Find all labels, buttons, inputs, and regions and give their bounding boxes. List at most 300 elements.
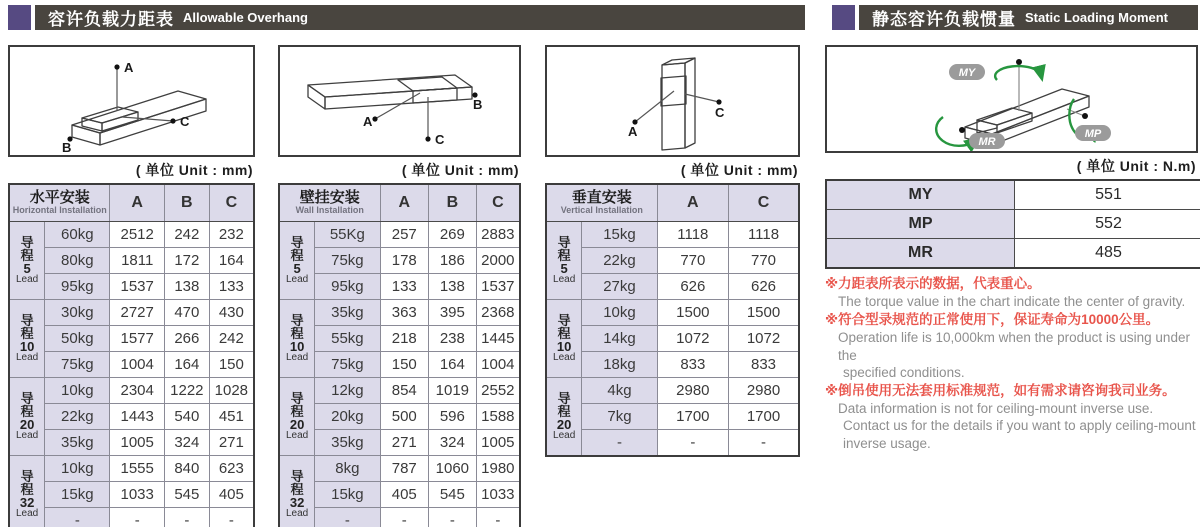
moment-table: [825, 179, 1200, 269]
value-cell: 218: [380, 326, 428, 352]
value-cell: 1811: [110, 248, 165, 274]
value-cell: 2304: [110, 378, 165, 404]
lead-group-cell: [9, 222, 45, 300]
lead-number: 5: [560, 261, 568, 276]
lead-number: 20: [556, 417, 572, 432]
load-cell: 15kg: [582, 222, 657, 248]
table-row: [546, 248, 799, 274]
wall-installation-table: [278, 183, 521, 527]
unit-label: ( 单位 Unit : N.m): [1076, 158, 1196, 174]
value-cell: 238: [429, 326, 477, 352]
header-title-en: Allowable Overhang: [183, 10, 308, 25]
table-row: [279, 352, 520, 378]
column-header-c: C: [209, 184, 254, 222]
point-a-label: A: [124, 60, 134, 75]
table-row: [279, 274, 520, 300]
moment-label-cell: MP: [826, 210, 1015, 239]
table-row: [9, 482, 254, 508]
lead-number: 10: [19, 339, 35, 354]
installation-table: [8, 183, 255, 527]
note-line-zh: ※力距表所表示的数据，代表重心。: [825, 276, 1041, 291]
lead-zh-char: 导: [557, 313, 571, 328]
moment-value-cell: 552: [1015, 210, 1200, 239]
moment-axes-diagram: [825, 45, 1198, 153]
value-cell: 833: [729, 352, 799, 378]
note-line-en: Contact us for the details if you want to apply ceiling-mount: [843, 418, 1196, 434]
value-cell: 2727: [110, 300, 165, 326]
value-cell: 833: [657, 352, 728, 378]
value-cell: 138: [429, 274, 477, 300]
value-cell: 150: [209, 352, 254, 378]
table-title-cell: [279, 184, 380, 222]
moment-label-cell: MR: [826, 239, 1015, 269]
value-cell: 405: [209, 482, 254, 508]
value-cell: 150: [380, 352, 428, 378]
column-header-c: C: [476, 184, 520, 222]
load-cell: 60kg: [45, 222, 110, 248]
value-cell: 2980: [729, 378, 799, 404]
value-cell: -: [209, 508, 254, 527]
value-cell: 395: [429, 300, 477, 326]
value-cell: 257: [380, 222, 428, 248]
load-cell: 95kg: [315, 274, 380, 300]
load-cell: 10kg: [45, 378, 110, 404]
value-cell: 1033: [110, 482, 165, 508]
lead-group-cell: [9, 300, 45, 378]
load-cell: 55kg: [315, 326, 380, 352]
table-row: [279, 430, 520, 456]
table-row: [9, 352, 254, 378]
value-cell: 138: [164, 274, 209, 300]
section-header-static-loading-moment: [832, 5, 1198, 30]
value-cell: 1537: [476, 274, 520, 300]
table-row: [9, 222, 254, 248]
lead-group-cell: [279, 378, 315, 456]
point-a-label: A: [628, 124, 638, 139]
lead-zh-char: 导: [557, 391, 571, 406]
table-row: [546, 300, 799, 326]
point-c-dot: [170, 118, 175, 123]
point-a-label: A: [363, 114, 373, 129]
table-row: [546, 378, 799, 404]
load-cell: 4kg: [582, 378, 657, 404]
load-cell: 10kg: [45, 456, 110, 482]
value-cell: 405: [380, 482, 428, 508]
load-cell: 14kg: [582, 326, 657, 352]
value-cell: 451: [209, 404, 254, 430]
lead-number: 32: [289, 495, 305, 510]
lead-zh-char: 程: [20, 326, 34, 341]
value-cell: 1118: [729, 222, 799, 248]
table-title-cell: [9, 184, 110, 222]
value-cell: 1004: [476, 352, 520, 378]
table-title-en: Wall Installation: [295, 205, 364, 216]
actuator-isometric-drawing: [10, 47, 253, 155]
value-cell: 1700: [657, 404, 728, 430]
note-line-en: inverse usage.: [843, 435, 931, 451]
lead-number: 32: [19, 495, 35, 510]
table-row: [279, 456, 520, 482]
mr-label: MR: [978, 136, 996, 148]
table-row: [9, 326, 254, 352]
lead-zh-char: 程: [557, 326, 571, 341]
value-cell: 1019: [429, 378, 477, 404]
value-cell: 626: [657, 274, 728, 300]
value-cell: 271: [209, 430, 254, 456]
value-cell: 500: [380, 404, 428, 430]
value-cell: 232: [209, 222, 254, 248]
table-title-en: Horizontal Installation: [12, 205, 107, 216]
value-cell: 770: [729, 248, 799, 274]
lead-en-label: Lead: [553, 274, 576, 285]
moment-value-cell: 551: [1015, 180, 1200, 210]
note-line-zh: ※倒吊使用无法套用标准规范，如有需求请咨询我司业务。: [825, 382, 1176, 398]
table-row: [9, 508, 254, 527]
value-cell: 242: [164, 222, 209, 248]
load-cell: 18kg: [582, 352, 657, 378]
section-header-allowable-overhang: [8, 5, 805, 30]
lead-en-label: Lead: [553, 430, 576, 441]
wall-installation-diagram: [278, 45, 521, 157]
vertical-installation-section: [545, 45, 800, 457]
load-cell: -: [315, 508, 380, 527]
table-row: [546, 430, 799, 457]
lead-zh-char: 导: [290, 235, 304, 250]
moment-row: [826, 180, 1200, 210]
static-loading-moment-table: [825, 179, 1198, 269]
column-header-a: A: [657, 184, 728, 222]
mp-axis-dot: [1082, 113, 1088, 119]
column-header-a: A: [380, 184, 428, 222]
lead-zh-char: 程: [290, 326, 304, 341]
installation-table: [545, 183, 800, 457]
value-cell: 1005: [476, 430, 520, 456]
table-title-zh: 垂直安装: [571, 188, 632, 206]
load-cell: 30kg: [45, 300, 110, 326]
note-line-en: Operation life is 10,000km when the product is using under the: [838, 329, 1190, 363]
value-cell: 324: [429, 430, 477, 456]
load-cell: 75kg: [315, 248, 380, 274]
lead-number: 5: [23, 261, 31, 276]
value-cell: 1588: [476, 404, 520, 430]
value-cell: 1500: [657, 300, 728, 326]
lead-group-cell: [279, 222, 315, 300]
table-header-row: [9, 184, 254, 222]
value-cell: 1060: [429, 456, 477, 482]
lead-zh-char: 程: [557, 248, 571, 263]
value-cell: 787: [380, 456, 428, 482]
table-row: [279, 248, 520, 274]
value-cell: 1118: [657, 222, 728, 248]
value-cell: -: [380, 508, 428, 527]
column-header-b: B: [164, 184, 209, 222]
value-cell: 1537: [110, 274, 165, 300]
value-cell: 623: [209, 456, 254, 482]
lead-zh-char: 导: [557, 235, 571, 250]
value-cell: 470: [164, 300, 209, 326]
lead-zh-char: 导: [20, 391, 34, 406]
load-cell: 80kg: [45, 248, 110, 274]
value-cell: 164: [209, 248, 254, 274]
horizontal-installation-diagram: [8, 45, 255, 157]
value-cell: -: [429, 508, 477, 527]
value-cell: 1700: [729, 404, 799, 430]
value-cell: 2552: [476, 378, 520, 404]
table-row: [279, 508, 520, 527]
accent-square: [8, 5, 31, 30]
lead-en-label: Lead: [285, 352, 309, 363]
lead-en-label: Lead: [285, 508, 309, 519]
load-cell: 22kg: [582, 248, 657, 274]
moment-row: [826, 239, 1200, 269]
table-title-cell: [546, 184, 657, 222]
note-line-zh: ※符合型录规范的正常使用下，保证寿命为10000公里。: [825, 311, 1160, 327]
value-cell: 1222: [164, 378, 209, 404]
lead-group-cell: [546, 222, 582, 300]
value-cell: 1443: [110, 404, 165, 430]
value-cell: 178: [380, 248, 428, 274]
lead-en-label: Lead: [15, 508, 39, 519]
table-row: [279, 300, 520, 326]
value-cell: 596: [429, 404, 477, 430]
lead-en-label: Lead: [285, 430, 309, 441]
header-title-zh: 容许负载力距表: [48, 10, 174, 29]
load-cell: 10kg: [582, 300, 657, 326]
lead-en-label: Lead: [553, 352, 576, 363]
moment-row: [826, 210, 1200, 239]
value-cell: 266: [164, 326, 209, 352]
table-row: [279, 404, 520, 430]
lead-group-cell: [546, 300, 582, 378]
notes-block: [825, 275, 1198, 452]
load-cell: 15kg: [315, 482, 380, 508]
lead-en-label: Lead: [15, 352, 39, 363]
value-cell: 1072: [657, 326, 728, 352]
lead-zh-char: 程: [290, 248, 304, 263]
value-cell: 172: [164, 248, 209, 274]
lead-number: 20: [289, 417, 305, 432]
column-header-b: B: [429, 184, 477, 222]
lead-group-cell: [546, 378, 582, 457]
actuator-moment-drawing: [827, 47, 1196, 151]
value-cell: 133: [380, 274, 428, 300]
table-row: [546, 404, 799, 430]
static-loading-moment-section: [825, 45, 1198, 452]
value-cell: -: [164, 508, 209, 527]
load-cell: 35kg: [315, 300, 380, 326]
load-cell: 7kg: [582, 404, 657, 430]
note-line-en: The torque value in the chart indicate the center of gravity.: [838, 294, 1186, 310]
unit-label: ( 单位 Unit : mm): [135, 162, 253, 178]
load-cell: 35kg: [45, 430, 110, 456]
header-bar: [35, 5, 805, 30]
table-header-row: [546, 184, 799, 222]
value-cell: 626: [729, 274, 799, 300]
value-cell: 430: [209, 300, 254, 326]
value-cell: 186: [429, 248, 477, 274]
lead-zh-char: 导: [20, 469, 34, 484]
lead-number: 10: [289, 339, 305, 354]
table-row: [9, 248, 254, 274]
table-row: [279, 378, 520, 404]
value-cell: 2368: [476, 300, 520, 326]
load-cell: 50kg: [45, 326, 110, 352]
actuator-isometric-drawing: [547, 47, 798, 155]
value-cell: 854: [380, 378, 428, 404]
lead-zh-char: 程: [20, 482, 34, 497]
actuator-isometric-drawing: [280, 47, 519, 155]
horizontal-installation-section: [8, 45, 255, 527]
load-cell: -: [45, 508, 110, 527]
lead-group-cell: [279, 300, 315, 378]
value-cell: 1500: [729, 300, 799, 326]
load-cell: 27kg: [582, 274, 657, 300]
value-cell: 545: [164, 482, 209, 508]
value-cell: 1005: [110, 430, 165, 456]
moment-label-cell: MY: [826, 180, 1015, 210]
value-cell: -: [729, 430, 799, 457]
table-row: [9, 456, 254, 482]
note-line-en: Data information is not for ceiling-mount inverse use.: [838, 400, 1154, 416]
value-cell: 324: [164, 430, 209, 456]
load-cell: 75kg: [45, 352, 110, 378]
value-cell: 271: [380, 430, 428, 456]
lead-zh-char: 程: [290, 482, 304, 497]
lead-en-label: Lead: [15, 430, 39, 441]
point-c-label: C: [715, 105, 725, 120]
installation-table: [278, 183, 521, 527]
lead-en-label: Lead: [15, 274, 39, 285]
mr-axis-dot: [959, 127, 965, 133]
vertical-installation-diagram: [545, 45, 800, 157]
value-cell: 1033: [476, 482, 520, 508]
lead-group-cell: [9, 378, 45, 456]
mp-label: MP: [1084, 128, 1102, 140]
value-cell: 1445: [476, 326, 520, 352]
lead-zh-char: 导: [290, 313, 304, 328]
lead-number: 10: [556, 339, 572, 354]
table-row: [9, 430, 254, 456]
table-row: [279, 326, 520, 352]
column-header-a: A: [110, 184, 165, 222]
table-row: [546, 326, 799, 352]
lead-group-cell: [9, 456, 45, 527]
value-cell: -: [110, 508, 165, 527]
lead-group-cell: [279, 456, 315, 527]
lead-number: 5: [293, 261, 301, 276]
load-cell: 35kg: [315, 430, 380, 456]
my-label: MY: [958, 67, 976, 79]
value-cell: 1028: [209, 378, 254, 404]
point-c-dot: [425, 136, 430, 141]
my-axis-dot: [1016, 59, 1022, 65]
accent-square: [832, 5, 855, 30]
table-row: [546, 222, 799, 248]
value-cell: 2512: [110, 222, 165, 248]
point-a-dot: [372, 116, 377, 121]
unit-label: ( 单位 Unit : mm): [401, 162, 519, 178]
lead-zh-char: 程: [290, 404, 304, 419]
load-cell: -: [582, 430, 657, 457]
table-row: [9, 378, 254, 404]
value-cell: 770: [657, 248, 728, 274]
load-cell: 55Kg: [315, 222, 380, 248]
wall-installation-section: [278, 45, 521, 527]
table-row: [546, 352, 799, 378]
point-c-dot: [716, 99, 721, 104]
header-bar: [859, 5, 1198, 30]
table-row: [279, 222, 520, 248]
load-cell: 15kg: [45, 482, 110, 508]
value-cell: 363: [380, 300, 428, 326]
value-cell: 2000: [476, 248, 520, 274]
lead-number: 20: [19, 417, 35, 432]
value-cell: 1577: [110, 326, 165, 352]
value-cell: -: [476, 508, 520, 527]
table-title-en: Vertical Installation: [560, 205, 643, 216]
lead-zh-char: 程: [20, 248, 34, 263]
value-cell: 1004: [110, 352, 165, 378]
value-cell: -: [657, 430, 728, 457]
value-cell: 1555: [110, 456, 165, 482]
note-line-en: specified conditions.: [843, 365, 965, 381]
point-b-label: B: [62, 140, 72, 155]
lead-zh-char: 程: [20, 404, 34, 419]
value-cell: 545: [429, 482, 477, 508]
lead-zh-char: 程: [557, 404, 571, 419]
table-row: [9, 404, 254, 430]
header-title-zh: 静态容许负载惯量: [872, 10, 1016, 29]
lead-zh-char: 导: [290, 469, 304, 484]
value-cell: 540: [164, 404, 209, 430]
column-header-c: C: [729, 184, 799, 222]
header-title-en: Static Loading Moment: [1025, 10, 1168, 25]
value-cell: 164: [429, 352, 477, 378]
point-c-label: C: [180, 114, 190, 129]
load-cell: 75kg: [315, 352, 380, 378]
point-b-label: B: [473, 97, 483, 112]
load-cell: 95kg: [45, 274, 110, 300]
table-row: [279, 482, 520, 508]
value-cell: 1980: [476, 456, 520, 482]
moment-value-cell: 485: [1015, 239, 1200, 269]
table-row: [9, 274, 254, 300]
value-cell: 269: [429, 222, 477, 248]
horizontal-installation-table: [8, 183, 255, 527]
point-a-dot: [114, 64, 119, 69]
load-cell: 22kg: [45, 404, 110, 430]
lead-zh-char: 导: [290, 391, 304, 406]
value-cell: 242: [209, 326, 254, 352]
value-cell: 2883: [476, 222, 520, 248]
table-row: [546, 274, 799, 300]
value-cell: 840: [164, 456, 209, 482]
load-cell: 20kg: [315, 404, 380, 430]
load-cell: 8kg: [315, 456, 380, 482]
table-row: [9, 300, 254, 326]
lead-en-label: Lead: [285, 274, 309, 285]
vertical-installation-table: [545, 183, 800, 457]
table-title-zh: 壁挂安装: [299, 188, 360, 206]
table-header-row: [279, 184, 520, 222]
value-cell: 164: [164, 352, 209, 378]
load-cell: 12kg: [315, 378, 380, 404]
table-title-zh: 水平安装: [29, 188, 90, 206]
value-cell: 1072: [729, 326, 799, 352]
point-c-label: C: [435, 132, 445, 147]
lead-zh-char: 导: [20, 235, 34, 250]
lead-zh-char: 导: [20, 313, 34, 328]
